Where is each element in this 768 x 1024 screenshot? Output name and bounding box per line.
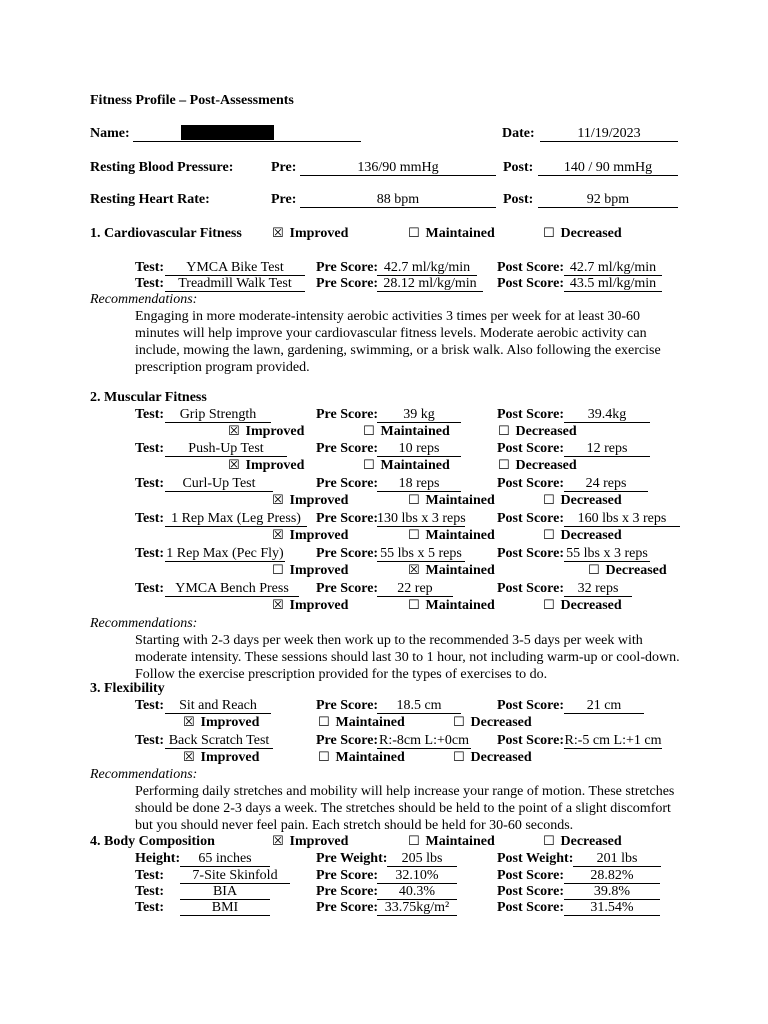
- flexibility-heading: 3. Flexibility: [90, 681, 165, 696]
- recommendation-line: prescription program provided.: [135, 360, 310, 375]
- unchecked-box-icon: ☐: [363, 424, 375, 439]
- maintained-label: Maintained: [335, 750, 405, 765]
- body-composition-heading: 4. Body Composition: [90, 834, 215, 849]
- post-score-label: Post Score:: [497, 260, 564, 275]
- test-label: Test:: [135, 868, 165, 883]
- test-label: Test:: [135, 511, 165, 526]
- m1-maintained-checkbox[interactable]: [363, 424, 450, 440]
- bp-pre-label: Pre:: [271, 160, 297, 175]
- cardio-recommendation: [135, 308, 675, 376]
- body-test-1-name[interactable]: 7-Site Skinfold: [180, 868, 290, 884]
- decreased-label: Decreased: [560, 493, 622, 508]
- pre-score-label: Pre Score:: [316, 868, 379, 883]
- test-label: Test:: [135, 407, 165, 422]
- cardio-test-2-post[interactable]: 43.5 ml/kg/min: [564, 276, 662, 292]
- checked-box-icon: ☒: [183, 715, 195, 730]
- pre-weight-field[interactable]: 205 lbs: [387, 851, 457, 867]
- muscular-test-3-post[interactable]: 24 reps: [564, 476, 648, 492]
- cardio-test-1-name[interactable]: YMCA Bike Test: [165, 260, 305, 276]
- maintained-label: Maintained: [380, 424, 450, 439]
- post-score-label: Post Score:: [497, 868, 564, 883]
- post-score-label: Post Score:: [497, 733, 564, 748]
- improved-label: Improved: [245, 424, 305, 439]
- muscular-test-4-pre[interactable]: 130 lbs x 3 reps: [377, 511, 466, 526]
- unchecked-box-icon: ☐: [543, 528, 555, 543]
- muscular-test-4-post[interactable]: 160 lbs x 3 reps: [564, 511, 680, 527]
- pre-score-label: Pre Score:: [316, 476, 379, 491]
- m1-decreased-checkbox[interactable]: [498, 424, 577, 440]
- post-weight-field[interactable]: 201 lbs: [573, 851, 661, 867]
- f2-maintained-checkbox[interactable]: [318, 750, 405, 766]
- unchecked-box-icon: ☐: [318, 715, 330, 730]
- recommendation-line: include, mowing the lawn, gardening, swimming, or a brisk walk. Also following the exercise: [135, 343, 661, 358]
- checked-box-icon: ☒: [272, 226, 284, 241]
- bc-maintained-checkbox[interactable]: [408, 834, 495, 850]
- m3-maintained-checkbox[interactable]: [408, 493, 495, 509]
- f2-decreased-checkbox[interactable]: [453, 750, 532, 766]
- maintained-label: Maintained: [425, 598, 495, 613]
- body-test-3-post[interactable]: 31.54%: [564, 900, 660, 916]
- body-test-2-name[interactable]: BIA: [180, 884, 270, 900]
- post-score-label: Post Score:: [497, 900, 564, 915]
- improved-label: Improved: [200, 715, 260, 730]
- body-test-1-pre[interactable]: 32.10%: [377, 868, 457, 884]
- test-label: Test:: [135, 884, 165, 899]
- height-field[interactable]: 65 inches: [180, 851, 270, 867]
- pre-score-label: Pre Score:: [316, 900, 379, 915]
- cardio-test-1-pre[interactable]: 42.7 ml/kg/min: [377, 260, 477, 276]
- pre-score-label: Pre Score:: [316, 276, 379, 291]
- decreased-label: Decreased: [560, 226, 622, 241]
- cardio-improved-checkbox[interactable]: [272, 226, 348, 242]
- m4-decreased-checkbox[interactable]: [543, 528, 622, 544]
- test-label: Test:: [135, 276, 165, 291]
- m5-decreased-checkbox[interactable]: [588, 563, 667, 579]
- date-field[interactable]: 11/19/2023: [540, 126, 678, 142]
- cardio-heading: 1. Cardiovascular Fitness: [90, 226, 242, 241]
- flexibility-test-1-pre[interactable]: 18.5 cm: [377, 698, 461, 714]
- m3-improved-checkbox[interactable]: [272, 493, 348, 509]
- test-label: Test:: [135, 260, 165, 275]
- decreased-label: Decreased: [560, 528, 622, 543]
- decreased-label: Decreased: [605, 563, 667, 578]
- pre-score-label: Pre Score:: [316, 733, 379, 748]
- cardio-decreased-checkbox[interactable]: [543, 226, 622, 242]
- body-test-3-name[interactable]: BMI: [180, 900, 270, 916]
- unchecked-box-icon: ☐: [408, 598, 420, 613]
- improved-label: Improved: [200, 750, 260, 765]
- recommendations-label: Recommendations:: [90, 767, 198, 782]
- flexibility-recommendation: [135, 783, 675, 834]
- muscular-test-4-name[interactable]: 1 Rep Max (Leg Press): [165, 511, 307, 527]
- name-label: Name:: [90, 126, 130, 141]
- body-test-3-pre[interactable]: 33.75kg/m²: [377, 900, 457, 916]
- muscular-test-1-pre[interactable]: 39 kg: [377, 407, 461, 423]
- muscular-test-1-name[interactable]: Grip Strength: [165, 407, 271, 423]
- muscular-test-6-name[interactable]: YMCA Bench Press: [165, 581, 299, 597]
- unchecked-box-icon: ☐: [318, 750, 330, 765]
- unchecked-box-icon: ☐: [272, 563, 284, 578]
- muscular-test-3-pre[interactable]: 18 reps: [377, 476, 461, 492]
- muscular-test-2-post[interactable]: 12 reps: [564, 441, 650, 457]
- muscular-test-5-name[interactable]: 1 Rep Max (Pec Fly): [166, 546, 284, 561]
- improved-label: Improved: [289, 834, 349, 849]
- hr-pre-label: Pre:: [271, 192, 297, 207]
- f2-improved-checkbox[interactable]: [183, 750, 259, 766]
- m1-improved-checkbox[interactable]: [228, 424, 304, 440]
- checked-box-icon: ☒: [272, 598, 284, 613]
- recommendation-line: minutes will help improve your cardiovascular fitness levels. Moderate aerobic activity can: [135, 326, 647, 341]
- pre-score-label: Pre Score:: [316, 884, 379, 899]
- body-test-1-post[interactable]: 28.82%: [564, 868, 660, 884]
- f1-decreased-checkbox[interactable]: [453, 715, 532, 731]
- post-score-label: Post Score:: [497, 407, 564, 422]
- cardio-test-2-pre[interactable]: 28.12 ml/kg/min: [377, 276, 483, 292]
- test-label: Test:: [135, 441, 165, 456]
- f1-maintained-checkbox[interactable]: [318, 715, 405, 731]
- m6-decreased-checkbox[interactable]: [543, 598, 622, 614]
- pre-score-label: Pre Score:: [316, 511, 379, 526]
- improved-label: Improved: [289, 528, 349, 543]
- hr-pre-field[interactable]: 88 bpm: [300, 192, 496, 208]
- unchecked-box-icon: ☐: [453, 750, 465, 765]
- unchecked-box-icon: ☐: [363, 458, 375, 473]
- unchecked-box-icon: ☐: [453, 715, 465, 730]
- muscular-test-5-post[interactable]: 55 lbs x 3 reps: [564, 546, 650, 562]
- redaction-bar: [181, 125, 274, 140]
- unchecked-box-icon: ☐: [408, 226, 420, 241]
- unchecked-box-icon: ☐: [498, 458, 510, 473]
- checked-box-icon: ☒: [183, 750, 195, 765]
- unchecked-box-icon: ☐: [408, 834, 420, 849]
- resting-hr-label: Resting Heart Rate:: [90, 192, 210, 207]
- muscular-test-2-name[interactable]: Push-Up Test: [165, 441, 287, 457]
- bc-decreased-checkbox[interactable]: [543, 834, 622, 850]
- f1-improved-checkbox[interactable]: [183, 715, 259, 731]
- decreased-label: Decreased: [515, 424, 577, 439]
- pre-score-label: Pre Score:: [316, 441, 379, 456]
- m5-maintained-checkbox[interactable]: [408, 563, 495, 579]
- recommendation-line: Starting with 2-3 days per week then work up to the recommended 3-5 days per week with: [135, 633, 643, 648]
- muscular-test-2-pre[interactable]: 10 reps: [377, 441, 461, 457]
- decreased-label: Decreased: [560, 598, 622, 613]
- muscular-heading: 2. Muscular Fitness: [90, 390, 207, 405]
- m2-improved-checkbox[interactable]: [228, 458, 304, 474]
- body-test-2-pre[interactable]: 40.3%: [377, 884, 457, 900]
- improved-label: Improved: [289, 563, 349, 578]
- post-score-label: Post Score:: [497, 581, 564, 596]
- post-score-label: Post Score:: [497, 511, 564, 526]
- unchecked-box-icon: ☐: [588, 563, 600, 578]
- post-score-label: Post Score:: [497, 546, 564, 561]
- recommendation-line: but you should never feel pain. Each stretch should be held for 30-60 seconds.: [135, 818, 574, 833]
- recommendation-line: Engaging in more moderate-intensity aerobic activities 3 times per week for at least 30-60: [135, 309, 640, 324]
- checked-box-icon: ☒: [408, 563, 420, 578]
- decreased-label: Decreased: [470, 750, 532, 765]
- pre-weight-label: Pre Weight:: [316, 851, 388, 866]
- maintained-label: Maintained: [425, 528, 495, 543]
- bp-pre-field[interactable]: 136/90 mmHg: [300, 160, 496, 176]
- muscular-test-5-pre[interactable]: 55 lbs x 5 reps: [377, 546, 465, 562]
- post-weight-label: Post Weight:: [497, 851, 574, 866]
- checked-box-icon: ☒: [272, 834, 284, 849]
- pre-score-label: Pre Score:: [316, 260, 379, 275]
- m3-decreased-checkbox[interactable]: [543, 493, 622, 509]
- cardio-maintained-checkbox[interactable]: [408, 226, 495, 242]
- checked-box-icon: ☒: [228, 424, 240, 439]
- muscular-test-1-post[interactable]: 39.4kg: [564, 407, 650, 423]
- improved-label: Improved: [289, 226, 349, 241]
- test-label: Test:: [135, 581, 165, 596]
- maintained-label: Maintained: [335, 715, 405, 730]
- checked-box-icon: ☒: [272, 493, 284, 508]
- m4-improved-checkbox[interactable]: [272, 528, 348, 544]
- bp-post-label: Post:: [503, 160, 534, 175]
- unchecked-box-icon: ☐: [408, 493, 420, 508]
- pre-score-label: Pre Score:: [316, 407, 379, 422]
- maintained-label: Maintained: [380, 458, 450, 473]
- pre-score-label: Pre Score:: [316, 698, 379, 713]
- checked-box-icon: ☒: [272, 528, 284, 543]
- post-score-label: Post Score:: [497, 698, 564, 713]
- cardio-test-2-name[interactable]: Treadmill Walk Test: [165, 276, 305, 292]
- improved-label: Improved: [289, 598, 349, 613]
- recommendations-label: Recommendations:: [90, 292, 198, 307]
- recommendations-label: Recommendations:: [90, 616, 198, 631]
- decreased-label: Decreased: [515, 458, 577, 473]
- pre-score-label: Pre Score:: [316, 581, 379, 596]
- recommendation-line: should be done 2-3 days a week. The stretches should be held to the point of a slight discomfort: [135, 801, 671, 816]
- post-score-label: Post Score:: [497, 476, 564, 491]
- post-score-label: Post Score:: [497, 441, 564, 456]
- unchecked-box-icon: ☐: [498, 424, 510, 439]
- m5-improved-checkbox[interactable]: [272, 563, 348, 579]
- improved-label: Improved: [245, 458, 305, 473]
- hr-post-label: Post:: [503, 192, 534, 207]
- m4-maintained-checkbox[interactable]: [408, 528, 495, 544]
- unchecked-box-icon: ☐: [408, 528, 420, 543]
- post-score-label: Post Score:: [497, 276, 564, 291]
- flexibility-test-1-post[interactable]: 21 cm: [564, 698, 644, 714]
- recommendation-line: Follow the exercise prescription provided for the types of exercises to do.: [135, 667, 548, 682]
- flexibility-test-2-post[interactable]: R:-5 cm L:+1 cm: [564, 733, 662, 748]
- checked-box-icon: ☒: [228, 458, 240, 473]
- test-label: Test:: [135, 698, 165, 713]
- decreased-label: Decreased: [470, 715, 532, 730]
- pre-score-label: Pre Score:: [316, 546, 379, 561]
- bc-improved-checkbox[interactable]: [272, 834, 348, 850]
- recommendation-line: moderate intensity. These sessions should last 30 to 1 hour, not including warm-up or cool-down.: [135, 650, 680, 665]
- maintained-label: Maintained: [425, 834, 495, 849]
- flexibility-test-2-name[interactable]: Back Scratch Test: [165, 733, 273, 749]
- recommendation-line: Performing daily stretches and mobility will help increase your range of motion. These stretches: [135, 784, 675, 799]
- unchecked-box-icon: ☐: [543, 493, 555, 508]
- muscular-recommendation: [135, 632, 680, 683]
- muscular-test-6-post[interactable]: 32 reps: [564, 581, 632, 597]
- improved-label: Improved: [289, 493, 349, 508]
- page-title: Fitness Profile – Post-Assessments: [90, 93, 294, 108]
- date-label: Date:: [502, 126, 535, 141]
- muscular-test-3-name[interactable]: Curl-Up Test: [165, 476, 273, 492]
- maintained-label: Maintained: [425, 493, 495, 508]
- bp-post-field[interactable]: 140 / 90 mmHg: [538, 160, 678, 176]
- test-label: Test:: [135, 900, 165, 915]
- body-test-2-post[interactable]: 39.8%: [564, 884, 660, 900]
- flexibility-test-2-pre[interactable]: R:-8cm L:+0cm: [377, 733, 471, 749]
- maintained-label: Maintained: [425, 226, 495, 241]
- resting-bp-label: Resting Blood Pressure:: [90, 160, 234, 175]
- decreased-label: Decreased: [560, 834, 622, 849]
- test-label: Test:: [135, 476, 165, 491]
- hr-post-field[interactable]: 92 bpm: [538, 192, 678, 208]
- m6-maintained-checkbox[interactable]: [408, 598, 495, 614]
- unchecked-box-icon: ☐: [543, 834, 555, 849]
- m6-improved-checkbox[interactable]: [272, 598, 348, 614]
- maintained-label: Maintained: [425, 563, 495, 578]
- cardio-test-1-post[interactable]: 42.7 ml/kg/min: [564, 260, 662, 276]
- test-label: Test:: [135, 546, 165, 561]
- unchecked-box-icon: ☐: [543, 226, 555, 241]
- m2-maintained-checkbox[interactable]: [363, 458, 450, 474]
- post-score-label: Post Score:: [497, 884, 564, 899]
- muscular-test-6-pre[interactable]: 22 rep: [377, 581, 453, 597]
- test-label: Test:: [135, 733, 165, 748]
- m2-decreased-checkbox[interactable]: [498, 458, 577, 474]
- height-label: Height:: [135, 851, 181, 866]
- unchecked-box-icon: ☐: [543, 598, 555, 613]
- flexibility-test-1-name[interactable]: Sit and Reach: [165, 698, 271, 714]
